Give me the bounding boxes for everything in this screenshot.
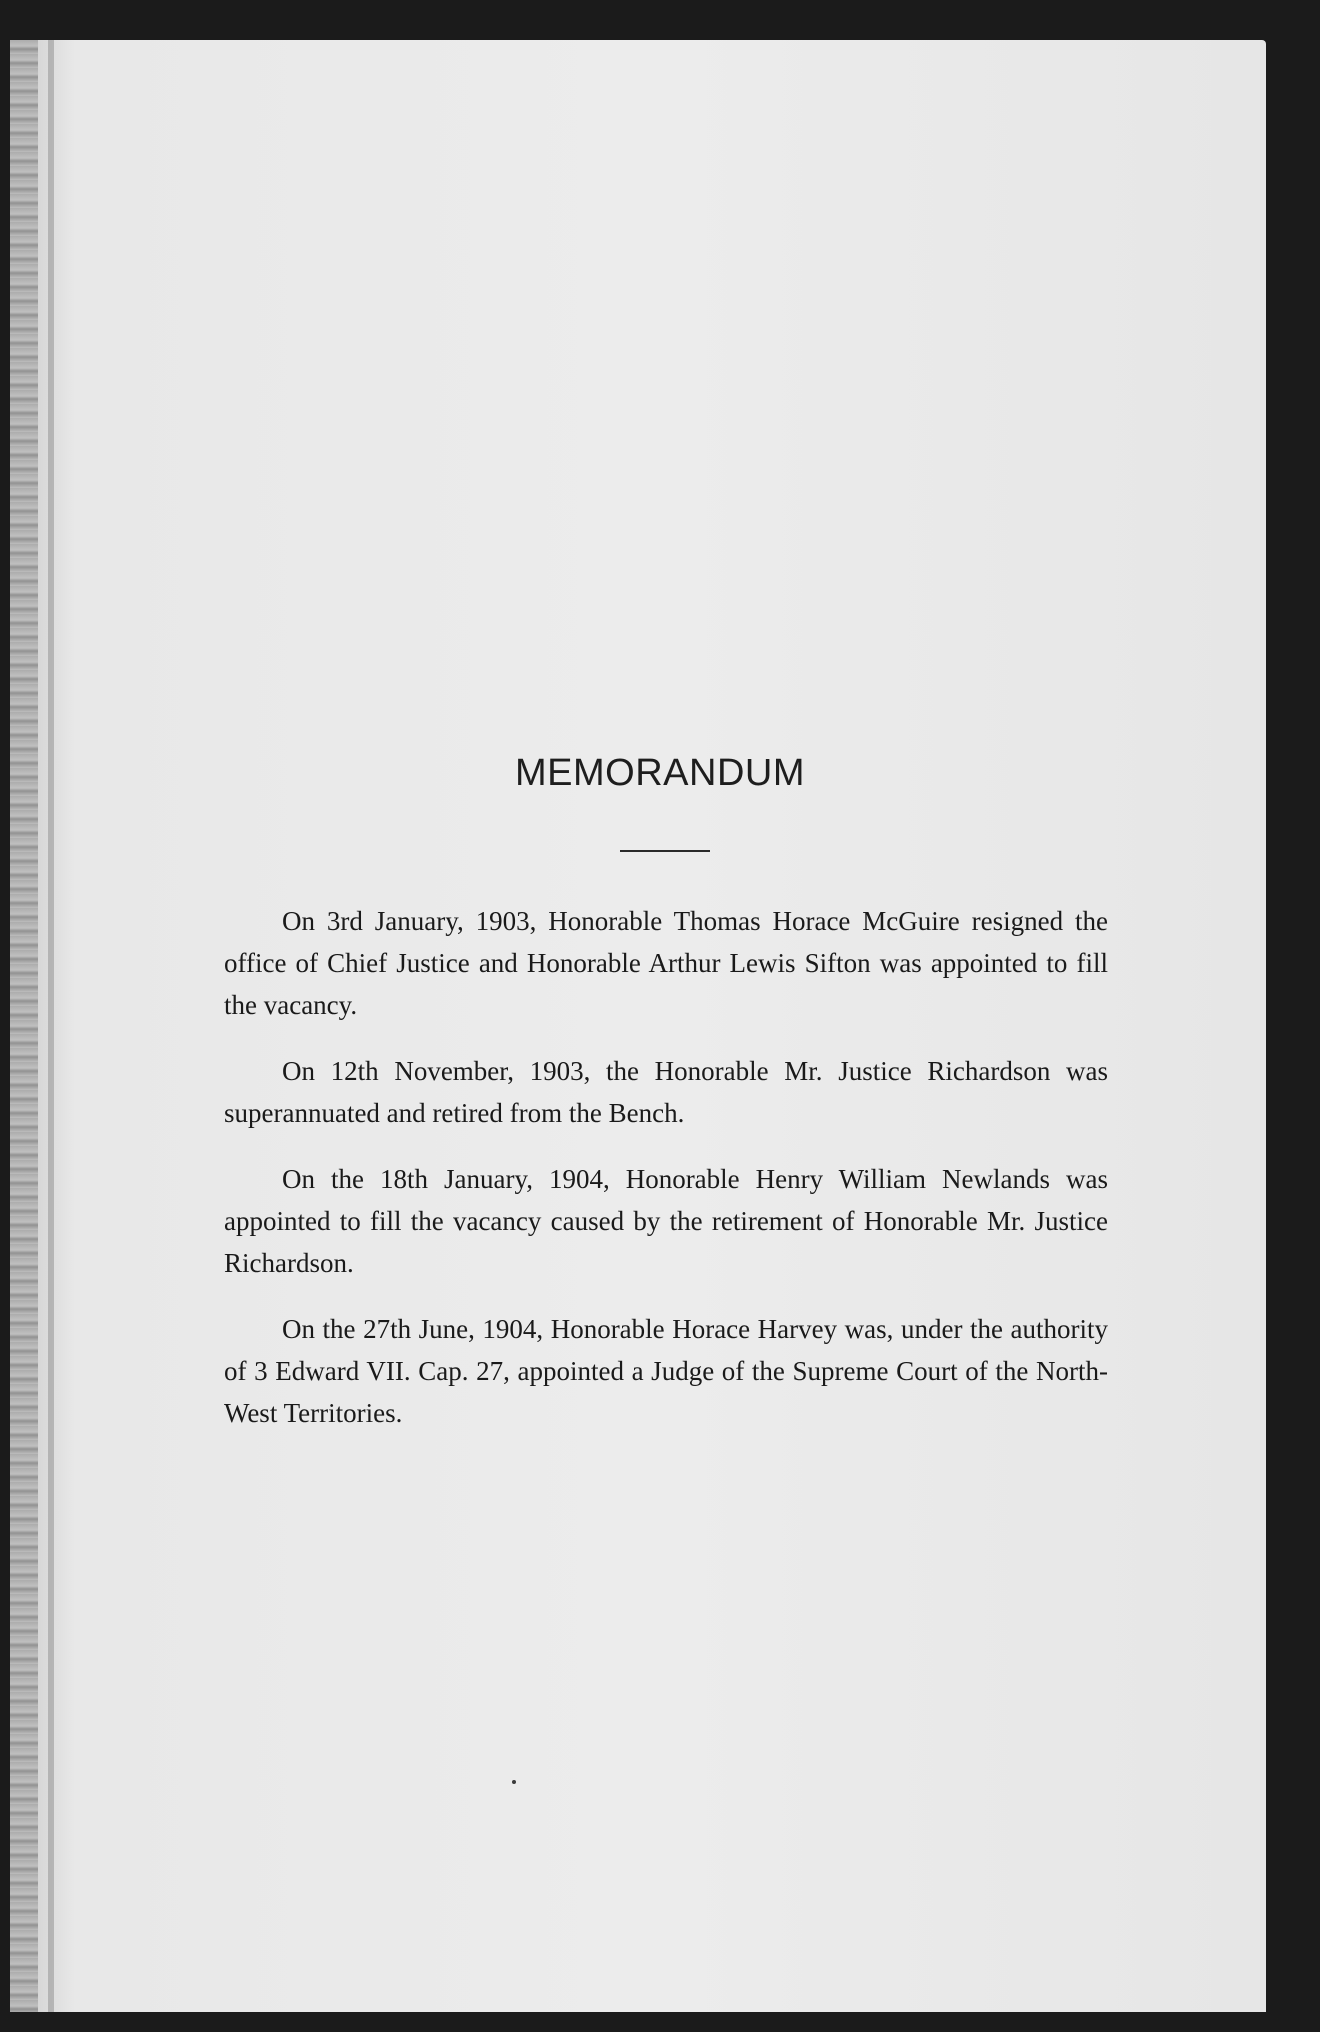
memorandum-body — [224, 900, 1108, 1458]
memorandum-title: MEMORANDUM — [515, 752, 805, 794]
paragraph-chief-justice-change: On 3rd January, 1903, Honorable Thomas Horace McGuire resigned the office of Chief Justice and Honorable Arthur Lewis Sifton was appointed to fill the vacancy. — [224, 906, 1108, 1020]
paragraph-newlands-appointment: On the 18th January, 1904, Honorable Henry William Newlands was appointed to fill the vacancy caused by the retirement of Honorable Mr. Justice Richardson. — [224, 1164, 1108, 1278]
title-divider — [620, 850, 710, 852]
page-gutter-shadow — [48, 40, 54, 2012]
paragraph-richardson-retirement: On 12th November, 1903, the Honorable Mr. Justice Richardson was superannuated and retired from the Bench. — [224, 1056, 1108, 1128]
paper-speck — [512, 1780, 516, 1784]
paragraph-harvey-appointment: On the 27th June, 1904, Honorable Horace Harvey was, under the authority of 3 Edward VII. Cap. 27, appointed a Judge of the Supreme Court of the North-West Territories. — [224, 1314, 1108, 1428]
